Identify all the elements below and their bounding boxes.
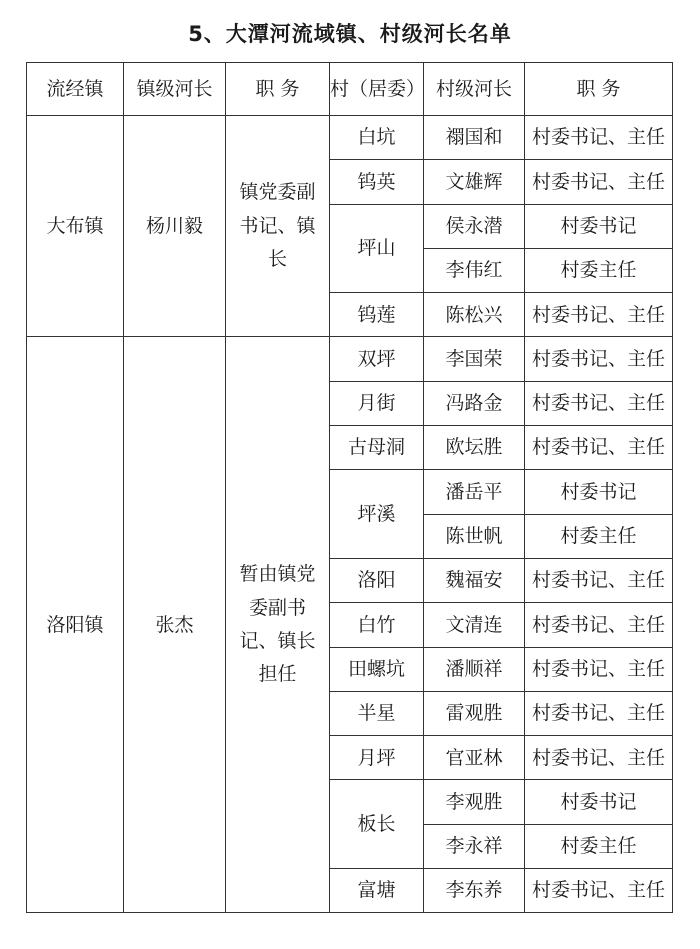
village-chief-name: 文雄辉 [424,160,525,204]
village-chief-name: 雷观胜 [424,691,525,735]
village-name: 洛阳 [330,558,424,602]
header-village: 村（居委） [330,63,424,116]
village-chief-duty: 村委书记、主任 [525,160,673,204]
village-chief-name: 陈世帆 [424,514,525,558]
village-chief-name: 李国荣 [424,337,525,381]
table-body [27,116,673,913]
village-chief-duty: 村委书记、主任 [525,293,673,337]
village-chief-duty: 村委书记 [525,204,673,248]
table-row [27,337,673,381]
village-chief-name: 冯路金 [424,381,525,425]
village-chief-duty: 村委书记、主任 [525,736,673,780]
village-name: 半星 [330,691,424,735]
page-title: 5、大潭河流域镇、村级河长名单 [188,22,512,46]
village-chief-name: 李东养 [424,869,525,913]
village-name: 白坑 [330,116,424,160]
village-name: 月坪 [330,736,424,780]
header-village-chief: 村级河长 [424,63,525,116]
village-chief-duty: 村委书记、主任 [525,558,673,602]
header-row [27,63,673,116]
village-chief-name: 李观胜 [424,780,525,824]
village-name: 白竹 [330,603,424,647]
header-town-position: 职 务 [226,63,330,116]
village-name: 坪溪 [330,470,424,559]
village-name: 坪山 [330,204,424,293]
village-name: 田螺坑 [330,647,424,691]
town-name: 洛阳镇 [27,337,124,913]
village-chief-name: 陈松兴 [424,293,525,337]
village-chief-name: 官亚林 [424,736,525,780]
town-chief-name: 杨川毅 [124,116,226,337]
village-name: 古母洞 [330,426,424,470]
village-chief-name: 禤国和 [424,116,525,160]
village-chief-duty: 村委书记、主任 [525,381,673,425]
village-chief-duty: 村委书记、主任 [525,116,673,160]
village-chief-duty: 村委书记、主任 [525,426,673,470]
village-chief-duty: 村委书记、主任 [525,337,673,381]
village-chief-duty: 村委书记、主任 [525,603,673,647]
village-chief-duty: 村委书记 [525,470,673,514]
town-name: 大布镇 [27,116,124,337]
village-chief-duty: 村委主任 [525,248,673,292]
town-chief-position: 暂由镇党委副书记、镇长担任 [226,337,330,913]
village-name: 板长 [330,780,424,869]
town-chief-position: 镇党委副书记、镇长 [226,116,330,337]
village-name: 月街 [330,381,424,425]
table-row [27,116,673,160]
village-chief-name: 潘岳平 [424,470,525,514]
village-chief-duty: 村委主任 [525,824,673,868]
village-name: 钨莲 [330,293,424,337]
village-chief-name: 李永祥 [424,824,525,868]
header-town: 流经镇 [27,63,124,116]
village-name: 富塘 [330,869,424,913]
village-chief-duty: 村委书记、主任 [525,647,673,691]
village-chief-name: 李伟红 [424,248,525,292]
village-name: 双坪 [330,337,424,381]
village-name: 钨英 [330,160,424,204]
header-town-chief: 镇级河长 [124,63,226,116]
river-chief-table [26,62,673,913]
village-chief-duty: 村委主任 [525,514,673,558]
village-chief-duty: 村委书记 [525,780,673,824]
village-chief-name: 魏福安 [424,558,525,602]
village-chief-name: 欧坛胜 [424,426,525,470]
village-chief-duty: 村委书记、主任 [525,691,673,735]
village-chief-duty: 村委书记、主任 [525,869,673,913]
town-chief-name: 张杰 [124,337,226,913]
village-chief-name: 侯永潜 [424,204,525,248]
header-village-duty: 职 务 [525,63,673,116]
village-chief-name: 文清连 [424,603,525,647]
village-chief-name: 潘顺祥 [424,647,525,691]
